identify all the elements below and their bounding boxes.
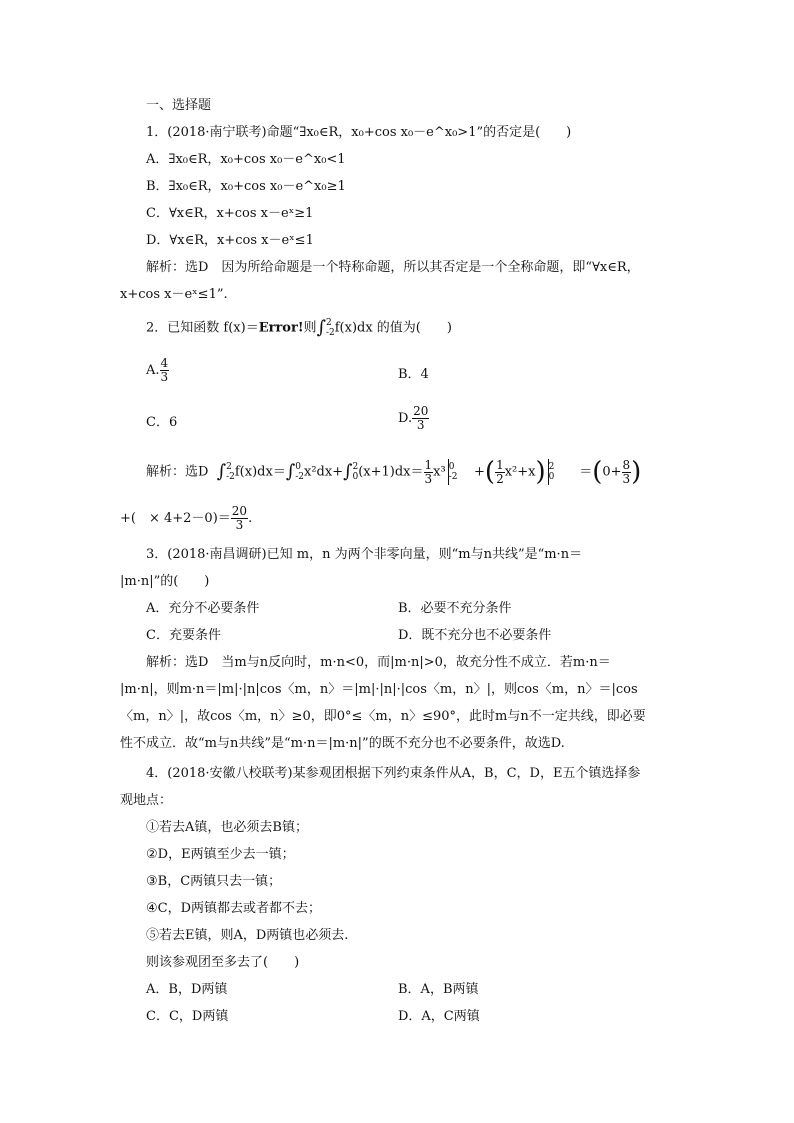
- q2-option-b: B．4: [398, 367, 429, 382]
- q4-question: 则该参观团至多去了( ): [146, 955, 300, 970]
- q2-analysis-line1: 解析：选D ∫ 2 -2 f(x)dx＝∫ 0 -2 x²dx+∫ 2 0 (x+1)dx＝ $\frac{1}{3}$ x³ 0 -2 +( $\frac{1}{2}$ x²+x) 2 0 ＝(0+ $\frac{8}{3}$ ): [146, 457, 642, 487]
- q2-option-a: A. $\frac{4}{3}$: [146, 356, 169, 384]
- q4-stem-line2: 观地点：: [120, 793, 173, 808]
- q2-stem-a: 2．已知函数 f(x)＝: [146, 320, 259, 336]
- q4-option-b: B．A，B两镇: [398, 982, 479, 997]
- q3-analysis-line1: 解析：选D 当m与n反向时，m·n<0，而|m·n|>0，故充分性不成立．若m·n＝: [146, 655, 611, 670]
- q3-option-c: C．充要条件: [146, 628, 221, 643]
- q1-option-b: B．∃x₀∈R，x₀+cos x₀－e^x₀≥1: [146, 179, 346, 194]
- q1-analysis-line2: x+cos x－eˣ≤1”.: [120, 287, 228, 302]
- q1-option-a: A．∃x₀∈R，x₀+cos x₀－e^x₀<1: [146, 152, 346, 167]
- q2-stem: [146, 318, 452, 338]
- q1-analysis-line1: 解析：选D 因为所给命题是一个特称命题，所以其否定是一个全称命题，即“∀x∈R，: [146, 260, 640, 275]
- q3-stem-line2: |m·n|”的( ): [120, 574, 210, 589]
- q3-analysis-line4: 性不成立．故“m与n共线”是“m·n＝|m·n|”的既不充分也不必要条件，故选D.: [120, 736, 565, 751]
- q1-option-c: C．∀x∈R，x+cos x－eˣ≥1: [146, 206, 314, 221]
- integral-limits: 2 -2: [325, 318, 335, 338]
- q4-option-d: D．A，C两镇: [398, 1009, 480, 1024]
- section-title: 一、选择题: [146, 98, 212, 113]
- q4-option-c: C．C，D两镇: [146, 1009, 229, 1024]
- q3-analysis-line2: |m·n|，则m·n＝|m|·|n|cos〈m，n〉＝|m|·|n|·|cos〈m，n〉|，则cos〈m，n〉＝|cos: [120, 682, 638, 697]
- q2-stem-b: 则: [303, 320, 317, 336]
- q3-stem-line1: 3．(2018·南昌调研)已知 m，n 为两个非零向量，则“m与n共线”是“m·n＝: [146, 547, 583, 562]
- q3-option-b: B．必要不充分条件: [398, 601, 512, 616]
- q3-option-d: D．既不充分也不必要条件: [398, 628, 552, 643]
- integral-sign: ∫: [316, 317, 326, 338]
- q4-condition-2: ②D，E两镇至少去一镇；: [146, 847, 295, 862]
- q2-analysis-line2: +( × 4+2－0)＝ $\frac{20}{3}$ .: [120, 504, 253, 532]
- q2-stem-c: f(x)dx 的值为( ): [334, 320, 452, 336]
- q2-option-d: D. $\frac{20}{3}$: [398, 404, 429, 432]
- q4-option-a: A．B，D两镇: [146, 982, 228, 997]
- q4-condition-5: ⑤若去E镇，则A，D两镇也必须去.: [146, 928, 349, 943]
- q1-option-d: D．∀x∈R，x+cos x－eˣ≤1: [146, 233, 314, 248]
- q4-condition-3: ③B，C两镇只去一镇；: [146, 874, 282, 889]
- q2-option-c: C．6: [146, 415, 178, 430]
- q4-stem-line1: 4．(2018·安徽八校联考)某参观团根据下列约束条件从A，B，C，D，E五个镇选择参: [146, 766, 641, 781]
- q3-analysis-line3: 〈m，n〉|，故cos〈m，n〉≥0，即0°≤〈m，n〉≤90°，此时m与n不一定共线，即必要: [120, 709, 646, 724]
- q3-option-a: A．充分不必要条件: [146, 601, 260, 616]
- q2-error-text: Error!: [258, 320, 304, 336]
- q1-stem: 1．(2018·南宁联考)命题“∃x₀∈R，x₀+cos x₀－e^x₀>1”的否定是( ): [146, 125, 572, 140]
- q4-condition-4: ④C，D两镇都去或者都不去；: [146, 901, 322, 916]
- q4-condition-1: ①若去A镇，也必须去B镇；: [146, 820, 308, 835]
